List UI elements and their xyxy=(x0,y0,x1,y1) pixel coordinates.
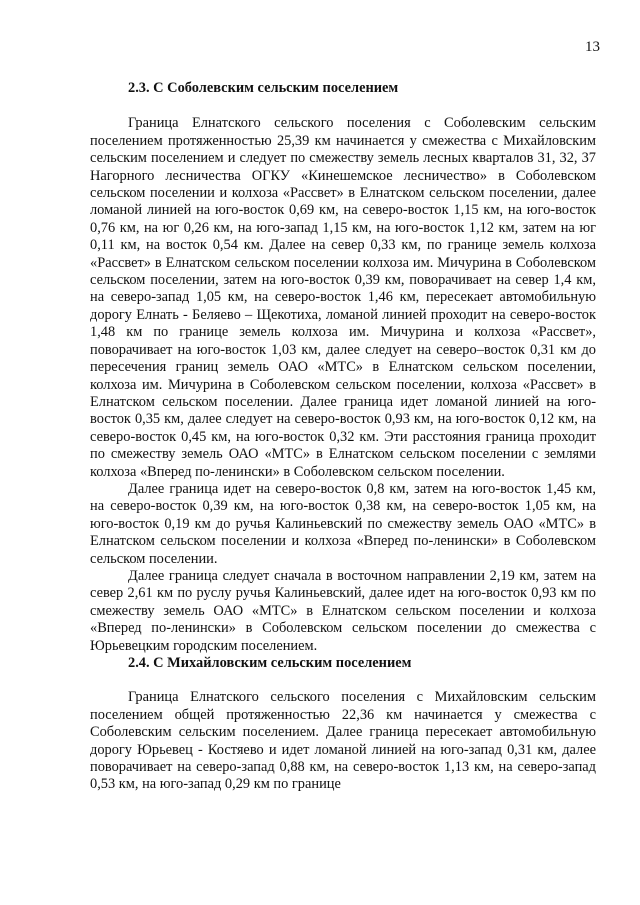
section-2-3-paragraph-2: Далее граница идет на северо-восток 0,8 км, затем на юго-восток 1,45 км, на северо-восток 0,39 км, на юго-восток 0,38 км, на северо-восток 1,05 км, на юго-восток 0,19 км до ручья Калиньевский по смежеству земель ОАО «МТС» в Елнатском сельском поселении и колхоза «Вперед по-ленински» в Соболевском сельском поселении. xyxy=(90,480,596,567)
section-2-3-paragraph-3: Далее граница следует сначала в восточном направлении 2,19 км, затем на север 2,61 км по руслу ручья Калиньевский, далее идет на юго-восток 0,93 км по смежеству земель ОАО «МТС» в Елнатском сельском поселении и колхоза «Вперед по-ленински» в Соболевском сельском поселении до смежества с Юрьевецким городским поселением. xyxy=(90,567,596,654)
section-2-3-paragraph-1: Граница Елнатского сельского поселения с Соболевским сельским поселением протяженностью 25,39 км начинается у смежества с Михайловским сельским поселением и следует по смежеству земель лесных кварталов 31, 32, 37 Нагорного лесничества ОГКУ «Кинешемское лесничество» в Соболевском сельском поселении и колхоза «Рассвет» в Елнатском сельском поселении, далее ломаной линией на юго-восток 0,69 км, на северо-восток 1,15 км, на юго-восток 0,76 км, на юг 0,26 км, на юго-запад 1,15 км, на юго-восток 1,12 км, затем на юг 0,11 км, на восток 0,54 км. Далее на север 0,33 км, по границе земель колхоза «Рассвет» в Елнатском сельском поселении колхоза им. Мичурина в Соболевском сельском поселении, затем на юго-восток 0,39 км, поворачивает на север 1,4 км, на северо-запад 1,05 км, на северо-восток 1,46 км, пересекает автомобильную дорогу Елнать - Беляево – Щекотиха, ломаной линией проходит на северо-восток 1,48 км по границе земель колхоза им. Мичурина и колхоза «Рассвет», поворачивает на юго-восток 1,03 км, далее следует на северо–восток 0,31 км до пересечения границ земель ОАО «МТС» в Елнатском сельском поселении, колхоза им. Мичурина в Соболевском сельском поселении, колхоза «Рассвет» в Елнатском сельском поселении. Далее граница идет ломаной линией на юго-восток 0,35 км, далее следует на северо-восток 0,93 км, на юго-восток 0,12 км, на северо-восток 0,45 км, на юго-восток 0,32 км. Эти расстояния граница проходит по смежеству земель ОАО «МТС» в Елнатском сельском поселении с землями колхоза «Вперед по-ленински» в Соболевском сельском поселении. xyxy=(90,115,596,480)
page-number: 13 xyxy=(585,39,600,55)
document-body xyxy=(90,80,596,794)
section-2-4-heading: 2.4. С Михайловским сельским поселением xyxy=(128,655,412,671)
section-2-3-heading: 2.3. С Соболевским сельским поселением xyxy=(128,80,399,96)
section-2-4-paragraph-1: Граница Елнатского сельского поселения с Михайловским сельским поселением общей протяженностью 22,36 км начинается у смежества с Соболевским сельским поселением. Далее граница пересекает автомобильную дорогу Юрьевец - Костяево и идет ломаной линией на юго-запад 0,31 км, далее поворачивает на северо-запад 0,88 км, на северо-восток 1,13 км, на северо-запад 0,53 км, на юго-запад 0,29 км по границе xyxy=(90,689,596,793)
